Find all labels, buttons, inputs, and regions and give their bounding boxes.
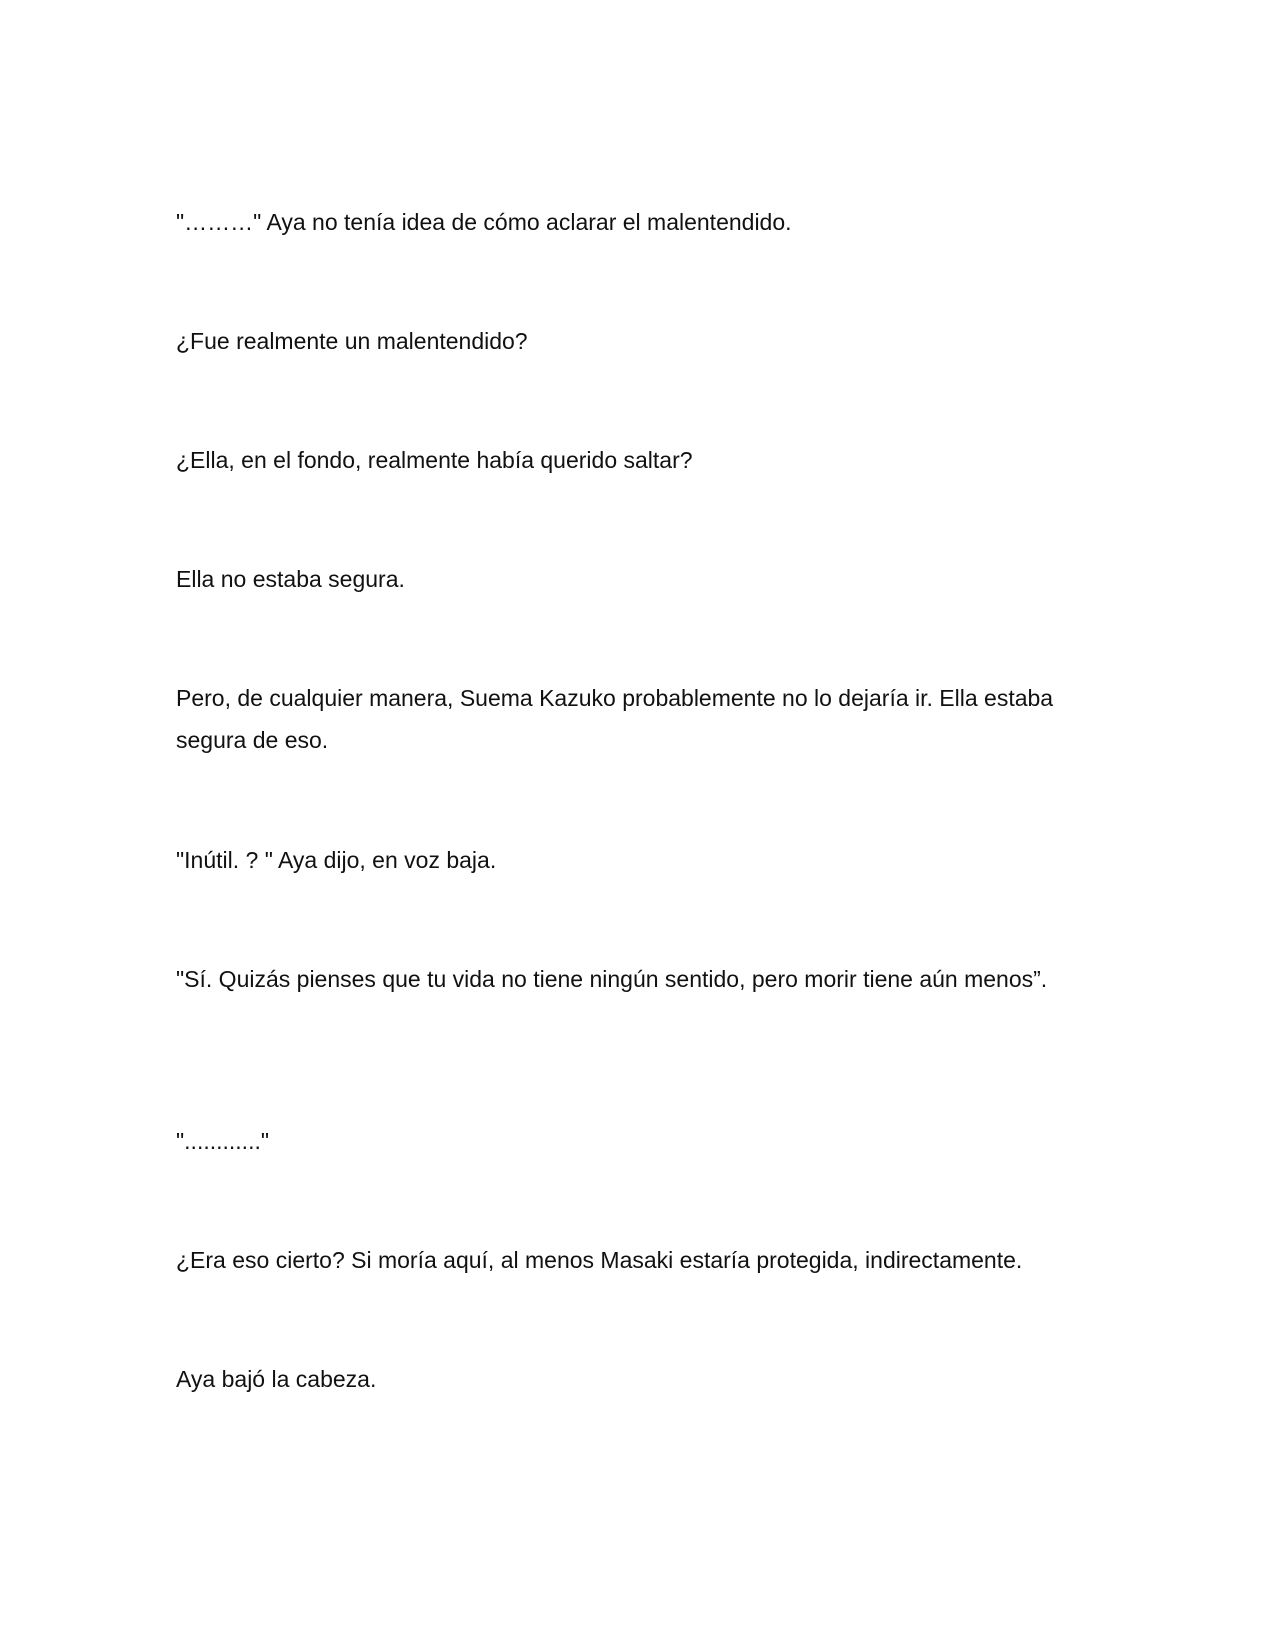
paragraph: Aya bajó la cabeza. [176,1366,377,1392]
paragraph: "............" [176,1128,270,1154]
paragraph: ¿Era eso cierto? Si moría aquí, al menos Masaki estaría protegida, indirectamente. [176,1247,1023,1273]
paragraph: ¿Ella, en el fondo, realmente había querido saltar? [176,447,693,473]
paragraph: ¿Fue realmente un malentendido? [176,328,528,354]
paragraph: "Inútil. ? " Aya dijo, en voz baja. [176,847,497,873]
paragraph: "………" Aya no tenía idea de cómo aclarar el malentendido. [176,209,792,235]
paragraph: Pero, de cualquier manera, Suema Kazuko probablemente no lo dejaría ir. Ella estaba segura de eso. [176,685,1054,753]
paragraph: Ella no estaba segura. [176,566,405,592]
paragraph: "Sí. Quizás pienses que tu vida no tiene ningún sentido, pero morir tiene aún menos”. [176,966,1048,992]
